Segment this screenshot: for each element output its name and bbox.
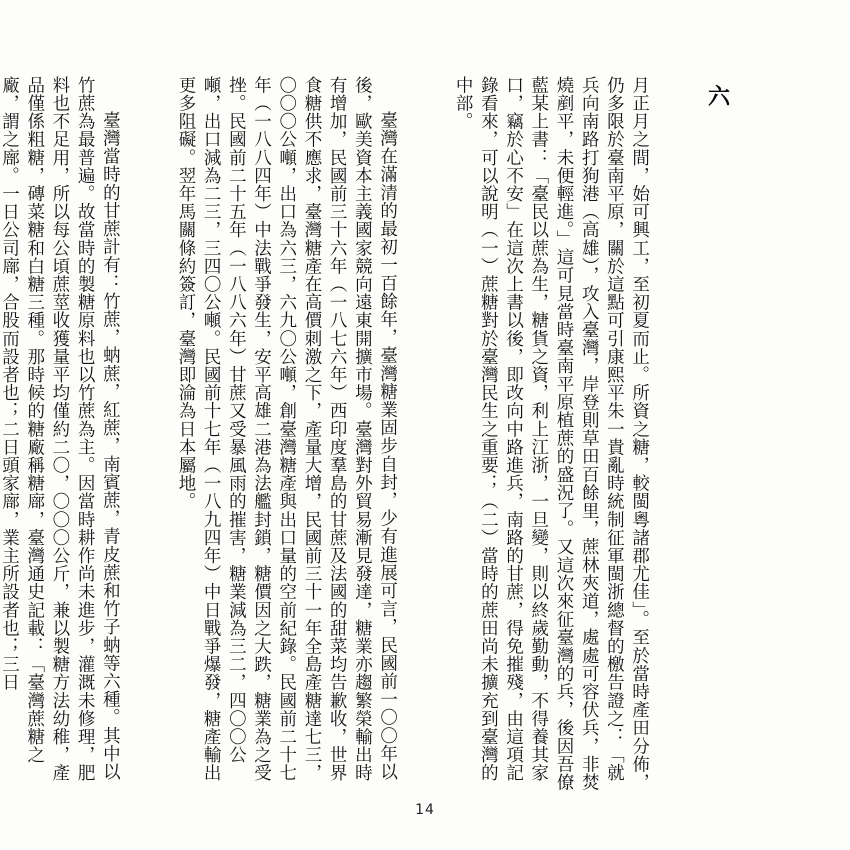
paragraph-sugar-production: 月正月之間，始可興工，至初夏而止。所資之糖，較閩粵諸郡尤佳」。至於當時產田分佈，仍多限於臺南平原，關於這點可引康熙平朱一貴亂時統制征軍閩浙總督的檄告證之：「就兵向南路打狗港（高雄），攻入臺灣，岸登則草田百餘里，蔗林夾道，處處可容伏兵，非焚燒剷平，未便輕進。」這可見當時臺南平原植蔗的盛況了。又這次來征臺灣的兵，後因吾僚藍某上書：「臺民以蔗為生，糖貨之資，利上江浙，一旦變，則以終歲勤動，不得養其家口，竊於心不安」在這次上書以後，即改向中路進兵，南路的甘蔗，得免摧殘，由這項記錄看來，可以說明（一）蔗糖對於臺灣民生之重要；（二）當時的蔗田尚未擴充到臺灣的中部。	[453, 76, 650, 792]
page-number: 14	[415, 802, 435, 818]
paragraph-sugar-trade-history: 臺灣在滿清的最初一百餘年，臺灣糖業固步自封，少有進展可言，民國前一〇〇年以後，歐美資本主義國家競向遠東開擴市場。臺灣對外貿易漸見發達，糖業亦趨繁榮輸出時有增加，民國前三十六年（一八七六年）西印度羣島的甘蔗及法國的甜菜均告歉收，世界食糖供不應求，臺灣糖產在高價刺激之下，產量大增，民國前三十一年全島產糖達七三，〇〇〇公噸，出口為六三，六九〇公噸，創臺灣糖產與出口量的空前紀錄。民國前二十七年（一八八四年）中法戰爭發生，安平高雄二港為法艦封鎖，糖價因之大跌，糖業為之受挫。民國前二十五年（一八八六年）甘蔗又受暴風雨的摧害，糖業減為三二，四〇〇公噸，出口減為二三，三四〇公噸。民國前十七年（一八九四年）中日戰爭爆發，糖產輸出更多阻礙。翌年馬關條約簽訂，臺灣即淪為日本屬地。	[175, 76, 398, 782]
chapter-marker: 六	[708, 84, 731, 110]
paragraph-sugarcane-varieties: 臺灣當時的甘蔗計有：竹蔗，蚋蔗，紅蔗，南賓蔗，青皮蔗和竹子蚋等六種。其中以竹蔗為最普遍。故當時的製糖原料也以竹蔗為主。因當時耕作尚未進步，灌溉未修理，肥料也不足用，所以每公頃蔗莖收獲量平均僅約二〇，〇〇〇公斤，兼以製糖方法幼稚，產品僅係粗糖，磚菜糖和白糖三種。那時候的糖廠稱糖廍，臺灣通史記載：「臺灣蔗糖之廠，謂之廍。一日公司廍，合股而設者也；二日頭家廍，業主所設者也；三日	[0, 76, 121, 782]
body-text	[0, 76, 702, 796]
